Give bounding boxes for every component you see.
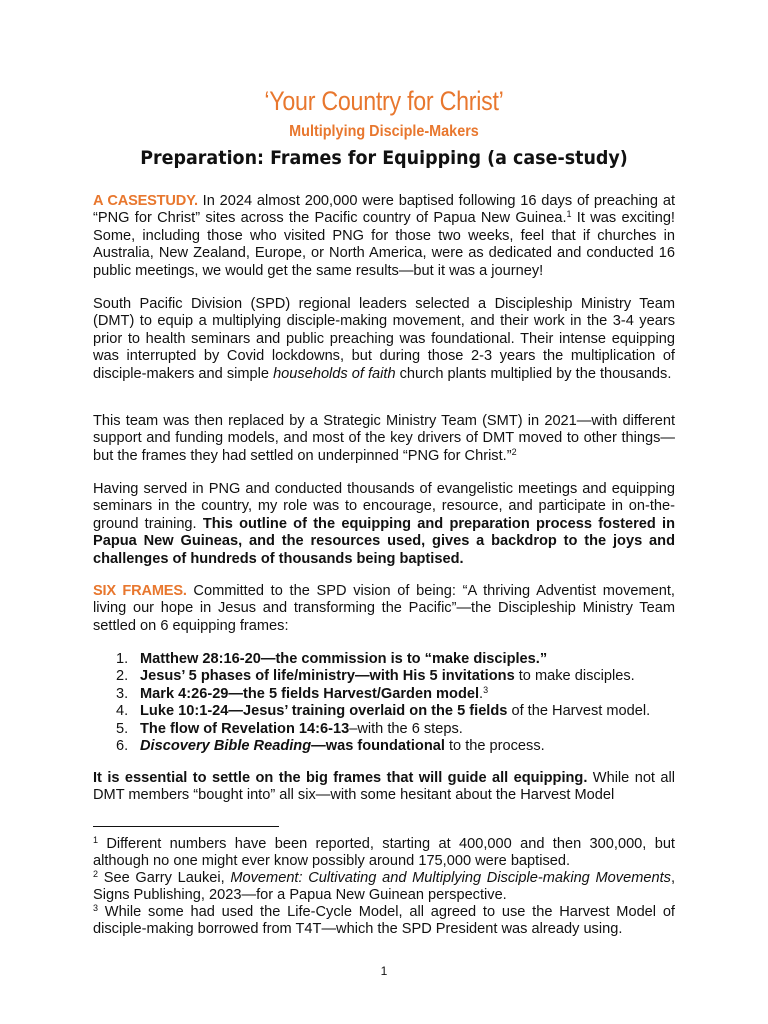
paragraph-text: church plants multiplied by the thousands. [395,365,672,382]
paragraph-text: Committed to the SPD vision of being: “A thriving Adventist movement, living our hope in Jesus and transforming the Pacific”—the Discipleship Ministry Team settled on 6 equipping frames: [93,583,675,634]
frames-list [93,651,693,755]
paragraph-spd [93,296,675,383]
list-item [93,703,693,720]
paragraph-bold: This outline of the equipping and preparation process fostered in Papua New Guineas, and the resources used, gives a backdrop to the joys and challenges of hundreds of thousands being baptised. [93,515,675,567]
paragraph-role [93,481,675,568]
list-text: to make disciples. [514,668,635,685]
section-heading: Preparation: Frames for Equipping (a case-study) [140,147,628,169]
footnote-italic: Movement: Cultivating and Multiplying Disciple-making Movements [230,870,671,886]
paragraph-casestudy [93,193,675,280]
list-bold: Jesus’ 5 phases of life/ministry—with His 5 invitations [140,668,515,685]
list-text: –with the 6 steps. [349,720,463,737]
paragraph-text: It was exciting! Some, including those who visited PNG for those two weeks, feel that if churches in Australia, New Zealand, Europe, or North America, were as dedicated and conducted 16 public meetings, we would get the same results—but it was a journey! [93,210,675,279]
footnote-ref: 2 [511,446,517,457]
footnote-1 [93,836,675,871]
paragraph-essential [93,770,675,805]
page-number: 1 [380,964,388,978]
list-bold: Matthew 28:16-20—the commission is to “make disciples.” [140,651,548,667]
footnote-marker: 1 [93,835,99,845]
paragraph-text: South Pacific Division (SPD) regional leaders selected a Discipleship Ministry Team (DMT) to equip a multiplying disciple-making movement, and their work in the 3-4 years prior to health seminars and public preaching was foundational. Their intense equipping was interrupted by Covid lockdowns, but during those 2-3 years the multiplication of disciple-makers and simple [93,296,675,382]
footnote-divider [93,826,279,827]
list-text: to the process. [444,738,545,755]
list-item [93,668,693,685]
list-bold: —was foundational [311,738,445,755]
footnote-marker: 3 [93,903,99,913]
footnote-text: , Signs Publishing, 2023—for a Papua New Guinean perspective. [93,870,675,904]
list-number: 1. [116,651,129,667]
paragraph-lead: A CASESTUDY. [93,193,198,209]
paragraph-six-frames [93,583,675,635]
footnote-text: While some had used the Life-Cycle Model, all agreed to use the Harvest Model of disciple-making borrowed from T4T—which the SPD President was already using. [93,904,675,938]
list-item [93,738,693,755]
paragraph-text: In 2024 almost 200,000 were baptised following 16 days of preaching at “PNG for Christ” sites across the Pacific country of Papua New Guinea. [93,193,675,227]
list-text: . [479,685,484,702]
list-number: 2. [116,668,129,685]
list-item [93,686,693,703]
footnote-ref: 3 [483,684,489,695]
list-item [93,721,693,738]
paragraph-lead: SIX FRAMES. [93,583,187,599]
paragraph-italic: households of faith [273,365,396,382]
list-number: 3. [116,685,129,702]
list-number: 5. [116,720,129,737]
list-bold: Mark 4:26-29—the 5 fields Harvest/Garden model [140,685,480,702]
footnote-marker: 2 [93,869,99,879]
list-number: 6. [116,738,129,755]
footnote-text: Different numbers have been reported, starting at 400,000 and then 300,000, but although no one might ever know possibly around 175,000 were baptised. [93,836,675,870]
paragraph-smt [93,413,675,465]
paragraph-bold: It is essential to settle on the big frames that will guide all equipping. [93,770,588,786]
list-bold: Luke 10:1-24—Jesus’ training overlaid on the 5 fields [140,703,508,720]
paragraph-text: Having served in PNG and conducted thousands of evangelistic meetings and equipping seminars in the country, my role was to encourage, resource, and participate in on-the-ground training. [93,481,675,532]
paragraph-text: This team was then replaced by a Strategic Ministry Team (SMT) in 2021—with different support and funding models, and most of the key drivers of DMT moved to other things—but the frames they had settled on underpinned “PNG for Christ.” [93,413,675,464]
list-text: of the Harvest model. [507,703,651,720]
list-item [93,651,693,668]
list-bold: The flow of Revelation 14:6-13 [140,720,350,737]
footnote-ref: 1 [566,209,572,220]
document-title: ‘Your Country for Christ’ [264,86,504,116]
list-number: 4. [116,703,129,720]
footnote-3 [93,904,675,939]
document-subtitle: Multiplying Disciple-Makers [289,123,479,140]
paragraph-text: While not all DMT members “bought into” all six—with some hesitant about the Harvest Model [93,770,675,804]
footnote-text: See Garry Laukei, [98,870,231,886]
list-bold-italic: Discovery Bible Reading [140,738,312,755]
footnote-2 [93,870,675,905]
